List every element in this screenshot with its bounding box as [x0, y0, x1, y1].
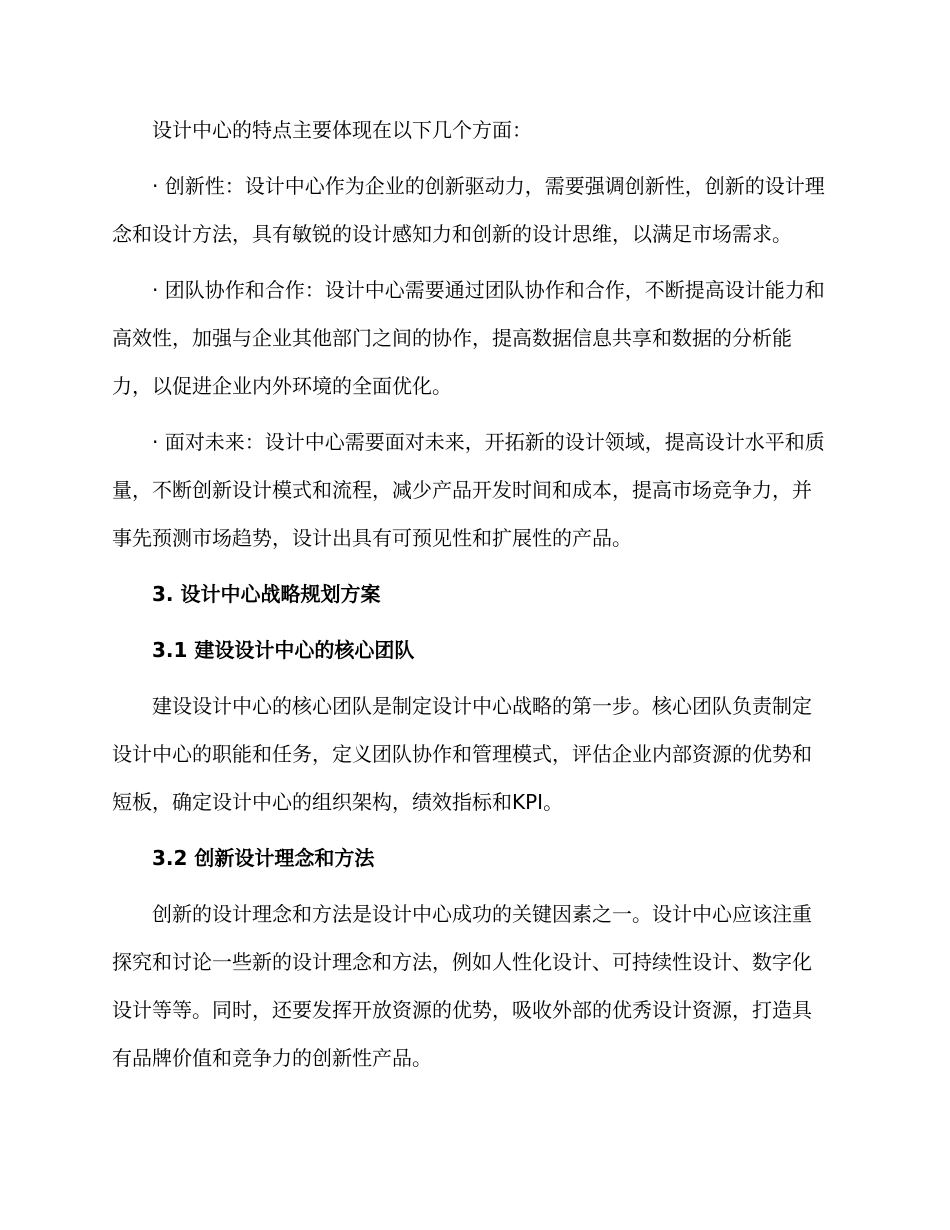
subsection-1-heading: 3.1 建设设计中心的核心团队 — [152, 638, 415, 662]
spacer — [112, 562, 830, 570]
spacer — [112, 674, 830, 682]
spacer — [112, 618, 830, 626]
spacer — [112, 154, 830, 162]
bullet-teamwork: · 团队协作和合作：设计中心需要通过团队协作和合作，不断提高设计能力和高效性，加强与企业其他部门之间的协作，提高数据信息共享和数据的分析能力，以促进企业内外环境的全面优化。 — [112, 278, 825, 398]
spacer — [112, 410, 830, 418]
subsection-1-body: 建设设计中心的核心团队是制定设计中心战略的第一步。核心团队负责制定设计中心的职能和任务，定义团队协作和管理模式，评估企业内部资源的优势和短板，确定设计中心的组织架构，绩效指标和KPI。 — [112, 694, 812, 814]
spacer — [112, 258, 830, 266]
section-heading: 3. 设计中心战略规划方案 — [152, 582, 381, 606]
intro-paragraph: 设计中心的特点主要体现在以下几个方面： — [152, 118, 532, 142]
spacer — [112, 882, 830, 890]
subsection-2-heading: 3.2 创新设计理念和方法 — [152, 846, 375, 870]
bullet-innovation: · 创新性：设计中心作为企业的创新驱动力，需要强调创新性，创新的设计理念和设计方法，具有敏锐的设计感知力和创新的设计思维，以满足市场需求。 — [112, 174, 825, 246]
bullet-future: · 面对未来：设计中心需要面对未来，开拓新的设计领域，提高设计水平和质量，不断创新设计模式和流程，减少产品开发时间和成本，提高市场竞争力，并事先预测市场趋势，设计出具有可预见性和扩展性的产品。 — [112, 430, 825, 550]
subsection-2-body: 创新的设计理念和方法是设计中心成功的关键因素之一。设计中心应该注重探究和讨论一些新的设计理念和方法，例如人性化设计、可持续性设计、数字化设计等等。同时，还要发挥开放资源的优势，吸收外部的优秀设计资源，打造具有品牌价值和竞争力的创新性产品。 — [112, 902, 812, 1070]
document-content — [112, 106, 830, 1082]
spacer — [112, 826, 830, 834]
